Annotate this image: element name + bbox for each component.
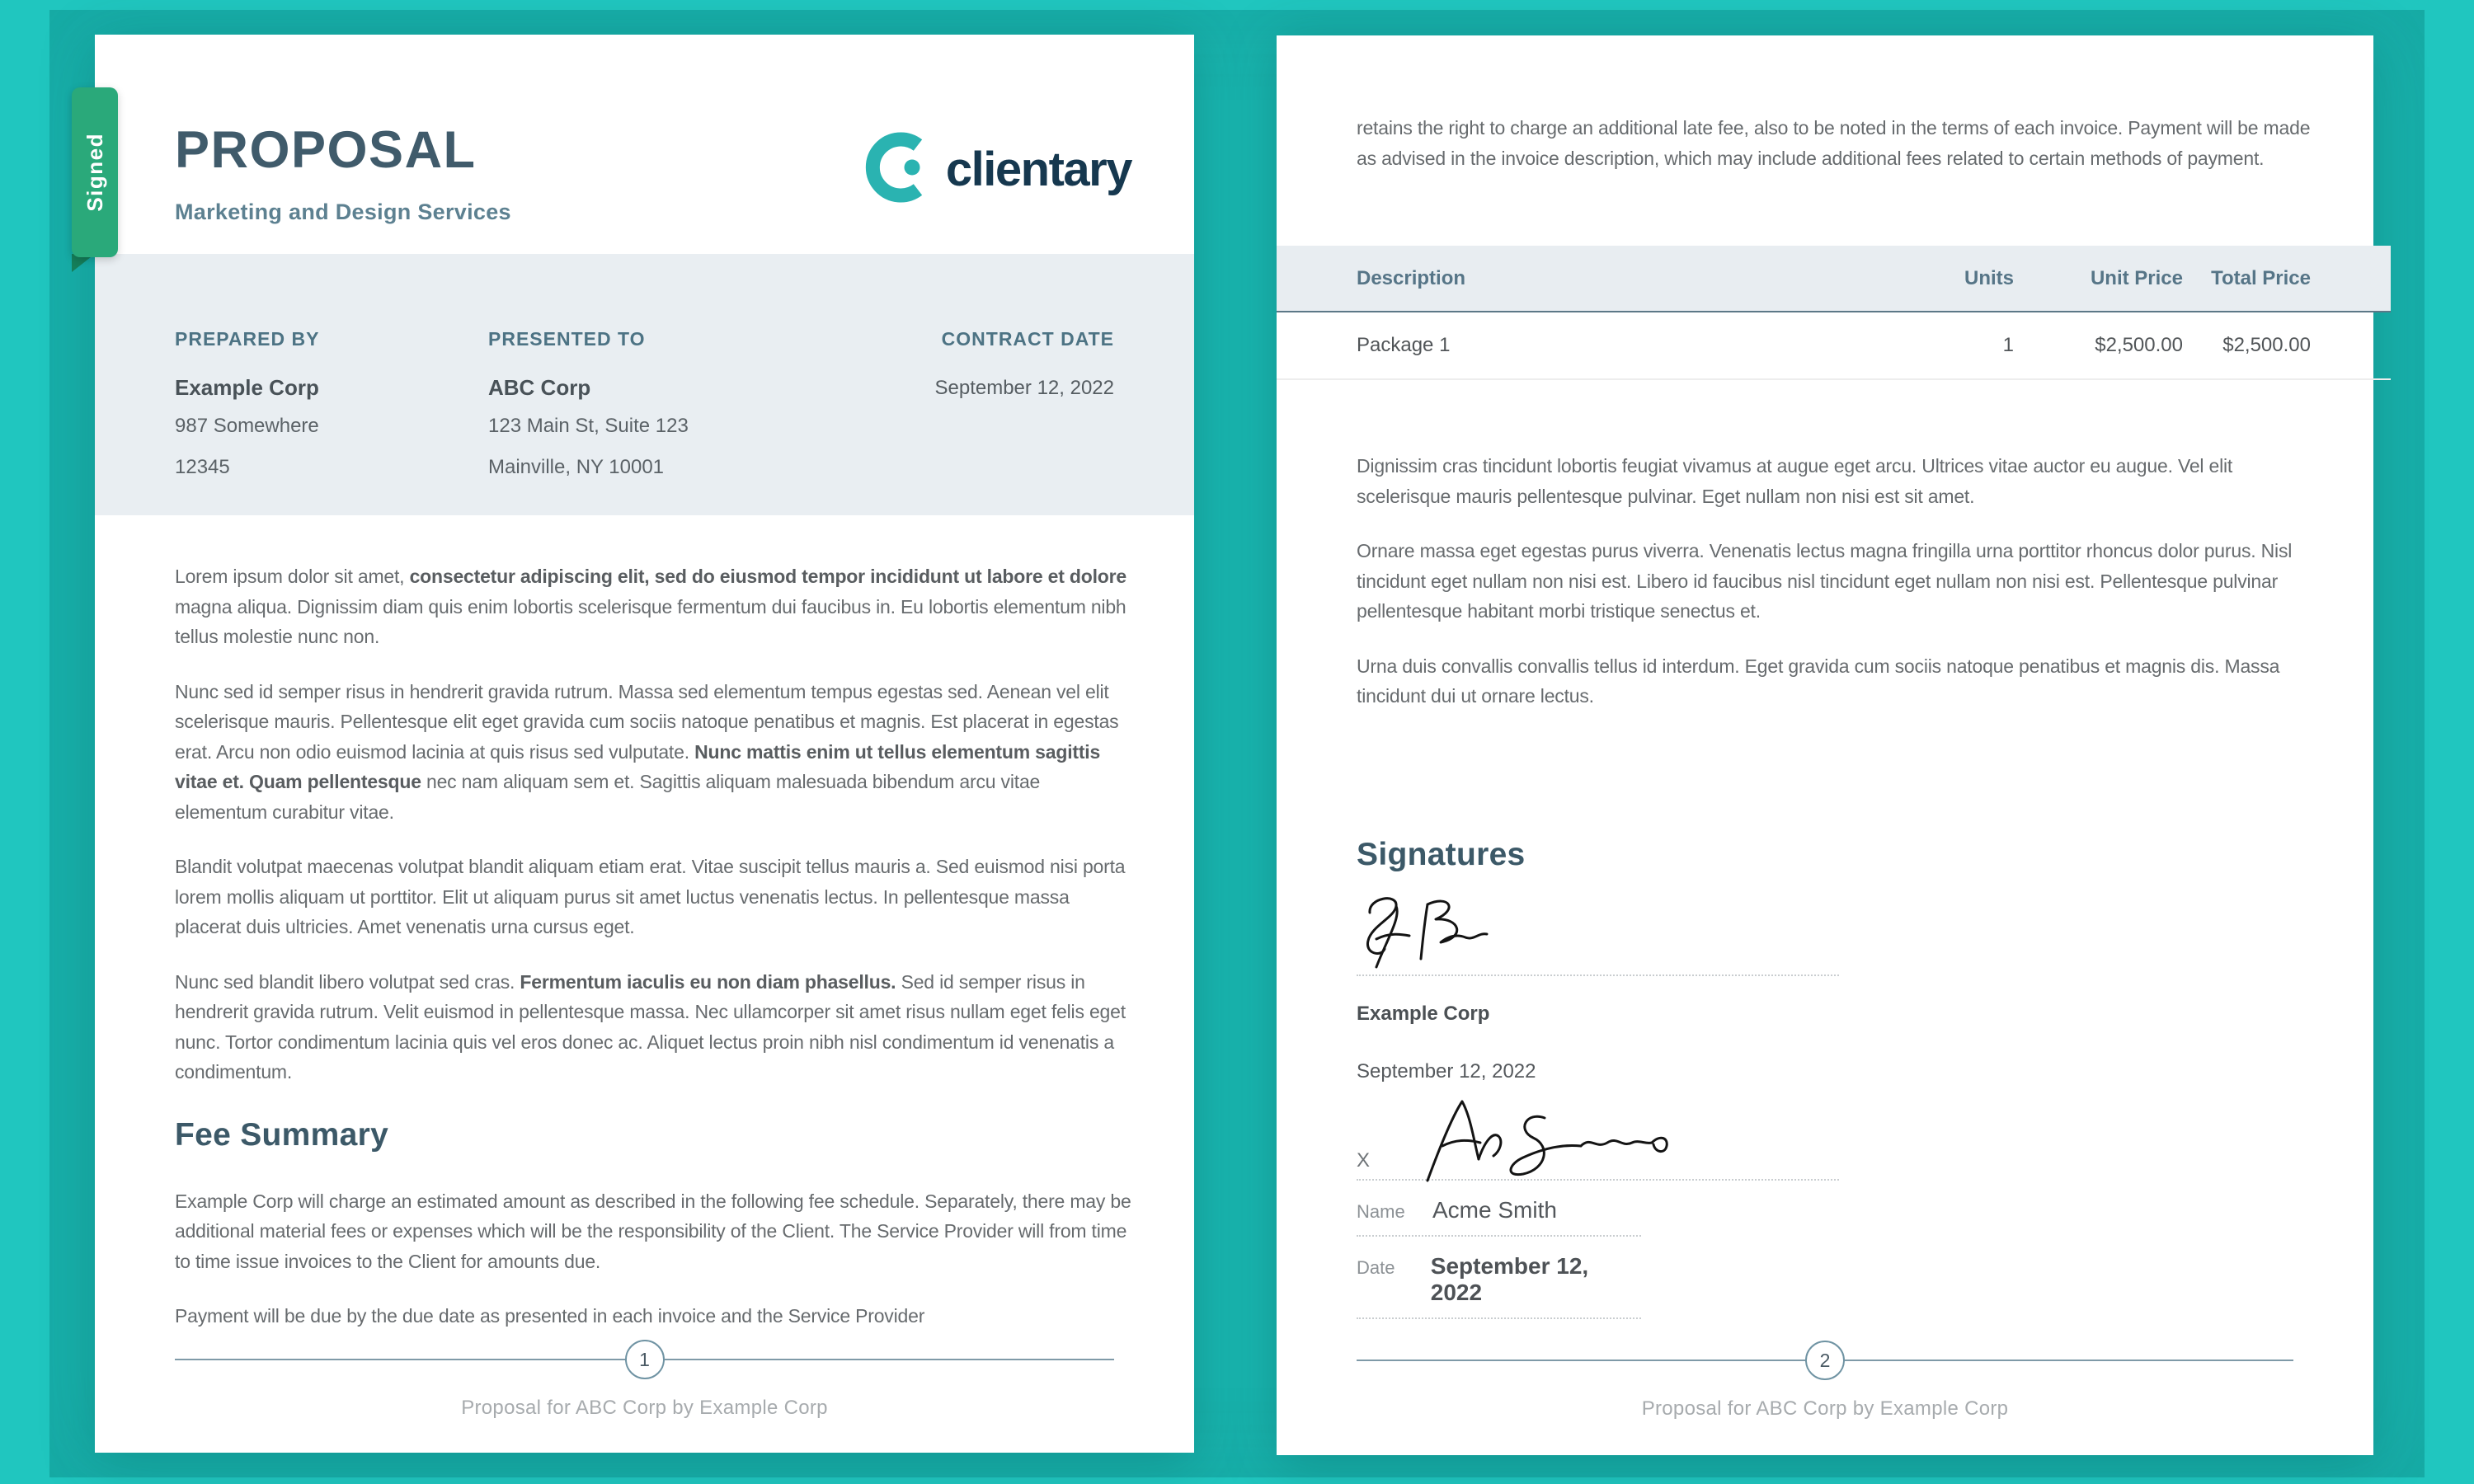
clientary-logo-wordmark: clientary: [945, 143, 1131, 196]
company-signature-line: [1357, 974, 1839, 976]
proposal-page-1: [82, 35, 1194, 1453]
paragraph: Example Corp will charge an estimated amount as described in the following fee schedule. Separately, there may be additional material fees or expenses which will be the responsibility of the Client. The Service Provider will from time to time issue invoices to the Client for amounts due.: [175, 1190, 1131, 1272]
client-signature-image: [1419, 1095, 1691, 1187]
signatures-heading: Signatures: [1357, 836, 1526, 872]
footer-rule: [175, 1348, 1114, 1370]
prepared-by-address-line: 987 Somewhere: [175, 415, 319, 437]
fee-schedule-table: [1277, 246, 2391, 380]
contract-info-band: [95, 254, 1194, 515]
client-signature-field: [1357, 1095, 1839, 1181]
contract-date-value: September 12, 2022: [934, 377, 1114, 399]
paragraph: Blandit volutpat maecenas volutpat blandit aliquam etiam erat. Vitae suscipit tellus mauris a. Sed euismod nisi porta lorem mollis aliquam ut porttitor. Elit ut aliquam purus sit amet luctus venenatis lectus. In pellentesque massa placerat duis ultricies. Amet venenatis urna cursus eget.: [175, 856, 1126, 937]
footer-rule: [1357, 1349, 2293, 1371]
clientary-logo-icon: [865, 132, 936, 207]
company-signature-image: [1357, 888, 1530, 974]
paragraph: Payment will be due by the due date as presented in each invoice and the Service Provider: [175, 1305, 925, 1327]
clientary-logo: [865, 132, 1131, 207]
column-header-total-price: Total Price: [2211, 266, 2311, 289]
page1-footer: [175, 1348, 1114, 1420]
presented-to-block: [488, 328, 935, 515]
title-block: [175, 120, 511, 225]
cell-unit-price: $2,500.00: [2095, 334, 2183, 356]
proposal-page-2: [1277, 35, 2373, 1455]
page2-body: [1277, 35, 2373, 1319]
prepared-by-block: [175, 328, 488, 515]
fee-table-row: [1277, 312, 2391, 380]
paragraph: retains the right to charge an additional late fee, also to be noted in the terms of each invoice. Payment will be made as advised in the invoice description, which may include additional fees related to certain methods of payment.: [1357, 117, 2311, 169]
page1-header: [95, 35, 1194, 254]
signature-date-row: [1357, 1237, 1641, 1319]
cell-total-price: $2,500.00: [2222, 334, 2311, 356]
cell-units: 1: [2002, 334, 2014, 356]
fee-summary-heading: Fee Summary: [175, 1116, 389, 1153]
page-number-badge: 1: [625, 1340, 665, 1379]
date-label: Date: [1357, 1256, 1395, 1278]
presented-to-label: PRESENTED TO: [488, 328, 646, 350]
date-value: September 12, 2022: [1430, 1252, 1589, 1305]
presented-to-name: ABC Corp: [488, 375, 591, 400]
paragraph: Dignissim cras tincidunt lobortis feugiat vivamus at augue eget arcu. Ultrices vitae auctor eu augue. Vel elit scelerisque mauris pellentesque pulvinar. Eget nullam non nisi est sit amet.: [1357, 455, 2233, 507]
page2-footer: [1357, 1349, 2293, 1421]
presented-to-address-line: Mainville, NY 10001: [488, 456, 665, 478]
footer-text: Proposal for ABC Corp by Example Corp: [461, 1397, 828, 1419]
signed-ribbon-label: Signed: [82, 133, 107, 212]
company-signature-name: Example Corp: [1357, 1002, 1490, 1025]
signature-x-label: X: [1357, 1148, 1371, 1172]
paragraph: Nunc sed id semper risus in hendrerit gravida rutrum. Massa sed elementum tempus egestas sed. Aenean vel elit scelerisque mauris. Pellentesque elit eget gravida cum sociis natoque penatibus et magnis. Est placerat in egestas erat. Arcu non odio euismod lacinia at quis risus sed vulputate. Nunc mattis enim ut tellus elementum sagittis vitae et. Quam pellentesque nec nam aliquam sem et. Sagittis aliquam malesuada bibendum arcu vitae elementum curabitur vitae.: [175, 680, 1119, 823]
footer-text: Proposal for ABC Corp by Example Corp: [1641, 1397, 2009, 1420]
cell-description: Package 1: [1357, 334, 1451, 356]
paragraph: Lorem ipsum dolor sit amet, consectetur adipiscing elit, sed do eiusmod tempor incididunt ut labore et dolore magna aliqua. Dignissim diam quis enim lobortis scelerisque fermentum dui faucibus in. Eu lobortis elementum nibh tellus molestie nunc non.: [175, 566, 1126, 647]
prepared-by-label: PREPARED BY: [175, 328, 320, 350]
signature-name-row: [1357, 1181, 1641, 1237]
presented-to-address-line: 123 Main St, Suite 123: [488, 415, 689, 437]
page-number-badge: 2: [1805, 1341, 1845, 1380]
document-subtitle: Marketing and Design Services: [175, 200, 511, 224]
contract-date-label: CONTRACT DATE: [941, 328, 1114, 350]
signed-ribbon-badge: [72, 87, 118, 257]
contract-date-block: [935, 328, 1115, 515]
prepared-by-name: Example Corp: [175, 375, 319, 400]
company-signature-date: September 12, 2022: [1357, 1059, 1536, 1082]
prepared-by-address-line: 12345: [175, 456, 230, 478]
fee-table-header-row: [1277, 246, 2391, 312]
paragraph: Urna duis convallis convallis tellus id interdum. Eget gravida cum sociis natoque penatibus et magnis dis. Massa tincidunt dui ut ornare lectus.: [1357, 655, 2280, 707]
name-label: Name: [1357, 1200, 1405, 1222]
document-title: PROPOSAL: [175, 121, 477, 179]
column-header-units: Units: [1964, 266, 2014, 289]
name-value: Acme Smith: [1432, 1196, 1557, 1223]
page1-body: [95, 515, 1194, 1331]
paragraph: Nunc sed blandit libero volutpat sed cras. Fermentum iaculis eu non diam phasellus. Sed id semper risus in hendrerit gravida rutrum. Velit euismod in pellentesque massa. Nec ullamcorper sit amet risus nullam eget felis eget nunc. Tortor condimentum lacinia quis vel eros donec ac. Aliquet lectus proin nibh nisl condimentum id venenatis a condimentum.: [175, 970, 1126, 1082]
column-header-unit-price: Unit Price: [2090, 266, 2183, 289]
column-header-description: Description: [1357, 266, 1466, 289]
paragraph: Ornare massa eget egestas purus viverra. Venenatis lectus magna fringilla urna porttitor rhoncus dolor purus. Nisl tincidunt eget nullam non nisi est. Libero id faucibus nisl tincidunt eget nullam non nisi est. Pellentesque pulvinar pellentesque habitant morbi tristique senectus et.: [1357, 540, 2293, 622]
